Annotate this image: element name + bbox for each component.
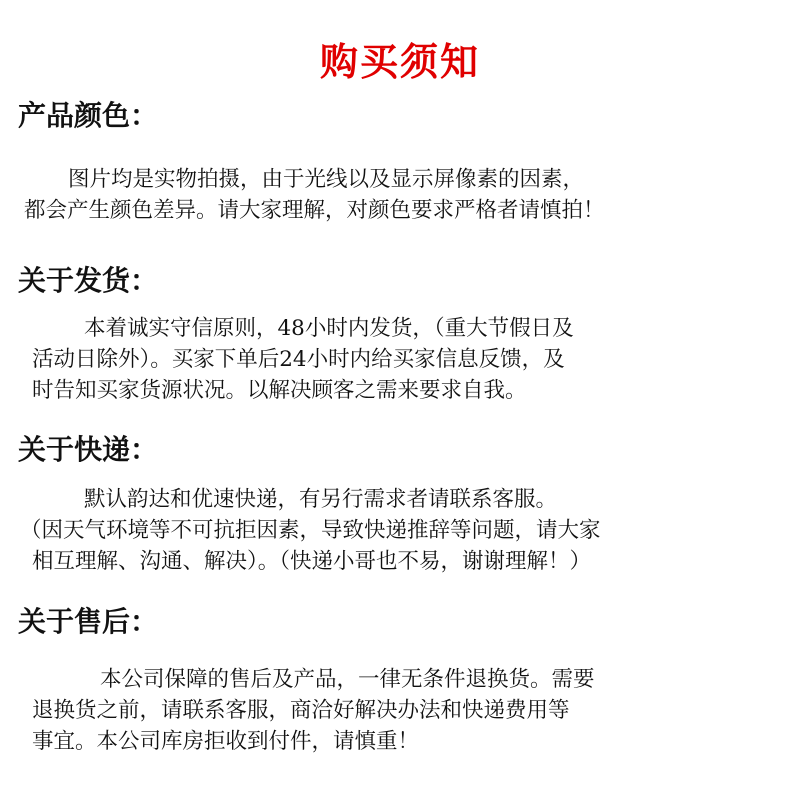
body-line: 时告知买家货源状况。以解决顾客之需来要求自我。 [32,378,527,403]
body-line: 活动日除外）。买家下单后24小时内给买家信息反馈，及 [32,347,565,372]
page-title: 购买须知 [319,40,480,84]
section-heading-product-color: 产品颜色： [18,99,159,132]
section-body-product-color [20,164,790,226]
body-line: 默认韵达和优速快递，有另行需求者请联系客服。 [84,487,558,512]
section-heading-shipping: 关于发货： [18,264,159,297]
body-line: 本着诚实守信原则，48小时内发货，（重大节假日及 [84,316,574,341]
section-body-after-sales [20,664,790,757]
section-heading-after-sales: 关于售后： [18,605,159,638]
section-body-shipping [20,313,790,406]
section-heading-courier: 关于快递： [18,433,159,466]
body-line: 图片均是实物拍摄，由于光线以及显示屏像素的因素， [68,167,585,192]
body-line: （因天气环境等不可抗拒因素，导致快递推辞等问题，请大家 [20,518,601,543]
body-line: 都会产生颜色差异。请大家理解，对颜色要求严格者请慎拍！ [24,198,605,223]
body-line: 事宜。本公司库房拒收到付件，请慎重！ [32,729,420,754]
body-line: 相互理解、沟通、解决）。（快递小哥也不易，谢谢理解！） [32,549,592,574]
body-line: 本公司保障的售后及产品，一律无条件退换货。需要 [100,667,595,692]
body-line: 退换货之前，请联系客服，商洽好解决办法和快递费用等 [32,698,570,723]
section-body-courier [20,484,790,577]
